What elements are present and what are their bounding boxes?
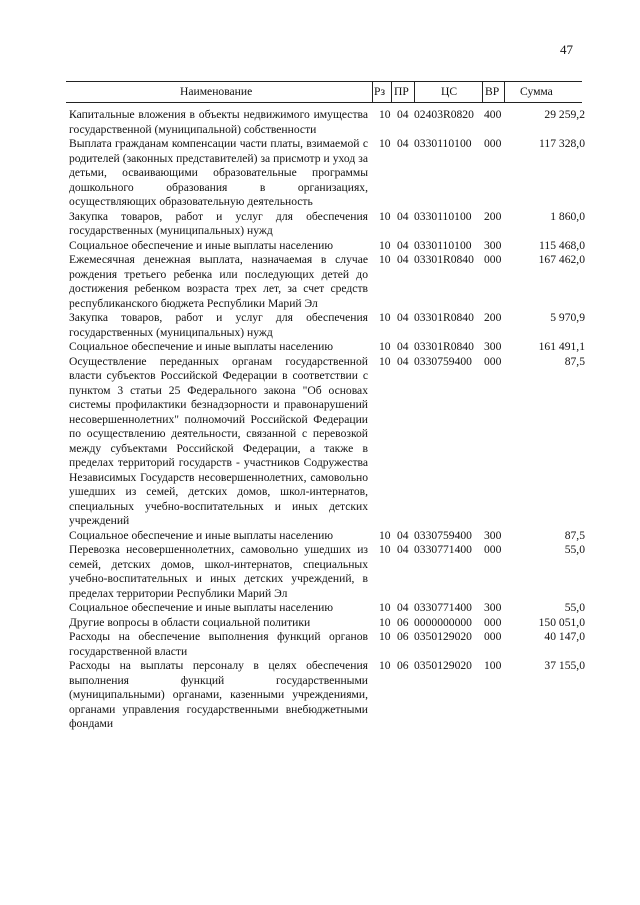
row-vr: 000 [484, 253, 502, 266]
row-pr: 04 [397, 253, 409, 266]
table-row [69, 253, 585, 311]
header-cs: ЦС [441, 85, 458, 98]
table-row [69, 616, 585, 631]
row-name: Осуществление переданных органам государственной власти субъектов Российской Федерации в соответствии с пунктом 3 статьи 25 Федерального закона "Об основах системы профилактики безнадзорности и правонарушений несовершеннолетних" полномочий Российской Федерации по осуществлению деятельности, связанной с перевозкой между субъектами Российской Федерации, а также в пределах территорий государств - участников Содружества Независимых Государств несовершеннолетних, самовольно ушедших из семей, детских домов, школ-интернатов, специальных учебно-воспитательных и иных детских учреждений [69, 354, 368, 527]
table-row [69, 630, 585, 659]
row-vr: 000 [484, 354, 502, 368]
row-sum: 55,0 [564, 543, 585, 556]
row-pr: 04 [397, 108, 409, 121]
row-rz: 10 [379, 340, 391, 353]
row-cs: 03301R0840 [414, 253, 474, 266]
row-cs: 03301R0840 [414, 311, 474, 324]
column-divider [391, 82, 392, 102]
row-rz: 10 [379, 659, 391, 672]
row-vr: 000 [484, 137, 502, 150]
row-sum: 5 970,9 [550, 311, 585, 324]
row-vr: 300 [484, 340, 502, 353]
row-cs: 0350129020 [414, 630, 472, 643]
row-sum: 150 051,0 [538, 615, 585, 629]
row-cs: 0350129020 [414, 659, 472, 672]
row-vr: 300 [484, 528, 502, 542]
row-rz: 10 [379, 137, 391, 150]
row-rz: 10 [379, 238, 391, 252]
row-sum: 40 147,0 [544, 630, 585, 643]
row-name: Перевозка несовершеннолетних, самовольно ушедших из семей, детских домов, школ-интернатов, специальных учебно-воспитательных и иных детских учреждений, в пределах территории Республики Марий Эл [69, 543, 368, 600]
row-vr: 200 [484, 311, 502, 324]
column-divider [372, 82, 373, 102]
table-row [69, 601, 585, 616]
row-pr: 04 [397, 137, 409, 150]
row-pr: 06 [397, 659, 409, 672]
row-name: Социальное обеспечение и иные выплаты населению [69, 340, 334, 353]
table-row [69, 210, 585, 239]
row-vr: 300 [484, 601, 502, 614]
row-rz: 10 [379, 354, 391, 368]
row-rz: 10 [379, 630, 391, 643]
row-sum: 87,5 [564, 528, 585, 542]
row-cs: 0000000000 [414, 615, 472, 629]
table-row [69, 543, 585, 601]
row-rz: 10 [379, 601, 391, 614]
table-row [69, 311, 585, 340]
row-cs: 0330771400 [414, 543, 472, 556]
table-header [66, 81, 582, 103]
row-sum: 87,5 [564, 354, 585, 368]
row-name: Другие вопросы в области социальной политики [69, 615, 311, 629]
row-vr: 400 [484, 108, 502, 121]
row-vr: 000 [484, 615, 502, 629]
header-pr: ПР [394, 85, 409, 98]
table-row [69, 108, 585, 137]
row-pr: 04 [397, 311, 409, 324]
row-pr: 04 [397, 528, 409, 542]
table-row [69, 659, 585, 732]
row-name: Закупка товаров, работ и услуг для обеспечения государственных (муниципальных) нужд [69, 311, 368, 339]
row-pr: 04 [397, 354, 409, 368]
header-rz: Рз [374, 85, 386, 98]
row-rz: 10 [379, 108, 391, 121]
row-vr: 200 [484, 209, 502, 223]
row-name: Капитальные вложения в объекты недвижимого имущества государственной (муниципальной) собственности [69, 108, 368, 136]
column-divider [414, 82, 415, 102]
row-name: Расходы на выплаты персоналу в целях обеспечения выполнения функций государственными (муниципальными) органами, казенными учреждениями, органами управления государственными внебюджетными фондами [69, 659, 368, 730]
row-sum: 37 155,0 [544, 659, 585, 672]
row-sum: 167 462,0 [538, 253, 585, 266]
table-row [69, 137, 585, 210]
row-rz: 10 [379, 528, 391, 542]
row-pr: 06 [397, 630, 409, 643]
row-cs: 0330110100 [414, 137, 472, 150]
row-rz: 10 [379, 209, 391, 223]
row-cs: 03301R0840 [414, 340, 474, 353]
row-cs: 0330110100 [414, 238, 472, 252]
row-vr: 000 [484, 543, 502, 556]
page-number: 47 [560, 42, 573, 57]
row-sum: 55,0 [564, 601, 585, 614]
row-sum: 161 491,1 [538, 340, 585, 353]
table-row [69, 239, 585, 254]
row-cs: 0330110100 [414, 209, 472, 223]
row-sum: 117 328,0 [539, 137, 585, 150]
row-sum: 1 860,0 [550, 209, 585, 223]
row-sum: 29 259,2 [544, 108, 585, 121]
row-name: Социальное обеспечение и иные выплаты населению [69, 601, 334, 614]
row-pr: 06 [397, 615, 409, 629]
column-divider [504, 82, 505, 102]
row-name: Закупка товаров, работ и услуг для обеспечения государственных (муниципальных) нужд [69, 209, 368, 237]
row-name: Расходы на обеспечение выполнения функций органов государственной власти [69, 630, 368, 658]
table-row [69, 355, 585, 529]
row-rz: 10 [379, 615, 391, 629]
row-pr: 04 [397, 238, 409, 252]
row-name: Ежемесячная денежная выплата, назначаемая в случае рождения третьего ребенка или последующих детей до достижения ребенком возраста трех лет, за счет средств республиканского бюджета Республики Марий Эл [69, 253, 368, 310]
row-pr: 04 [397, 543, 409, 556]
row-vr: 100 [484, 659, 502, 672]
header-name: Наименование [180, 85, 253, 98]
row-pr: 04 [397, 340, 409, 353]
row-pr: 04 [397, 209, 409, 223]
row-vr: 000 [484, 630, 502, 643]
column-divider [482, 82, 483, 102]
row-name: Социальное обеспечение и иные выплаты населению [69, 238, 334, 252]
header-sum: Сумма [520, 85, 553, 98]
row-rz: 10 [379, 311, 391, 324]
row-name: Социальное обеспечение и иные выплаты населению [69, 528, 334, 542]
budget-table-body [69, 108, 585, 732]
row-cs: 0330759400 [414, 354, 472, 368]
row-rz: 10 [379, 253, 391, 266]
table-row [69, 340, 585, 355]
row-rz: 10 [379, 543, 391, 556]
row-name: Выплата гражданам компенсации части платы, взимаемой с родителей (законных представителей) за присмотр и уход за детьми, осваивающими образовательные программы дошкольного образования в организациях, осуществляющих образовательную деятельность [69, 137, 368, 208]
row-pr: 04 [397, 601, 409, 614]
row-sum: 115 468,0 [539, 238, 585, 252]
row-cs: 0330771400 [414, 601, 472, 614]
header-vr: ВР [485, 85, 500, 98]
table-row [69, 529, 585, 544]
row-cs: 02403R0820 [414, 108, 474, 121]
row-cs: 0330759400 [414, 528, 472, 542]
row-vr: 300 [484, 238, 502, 252]
